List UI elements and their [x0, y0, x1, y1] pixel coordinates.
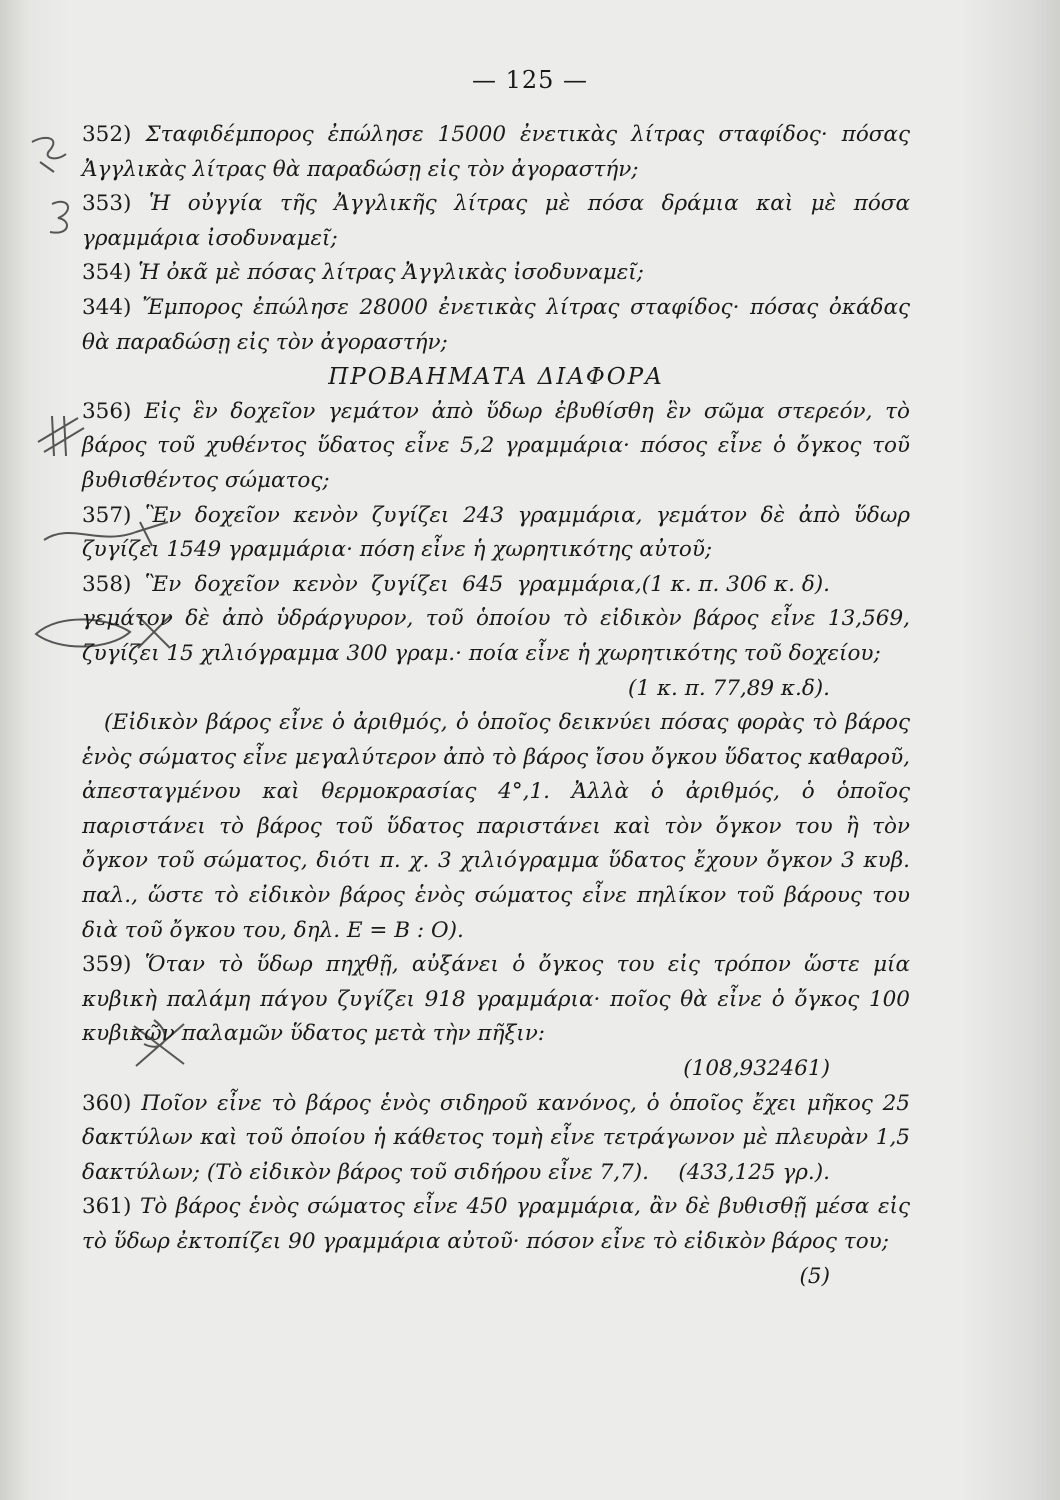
- problem-number: 360): [82, 1090, 132, 1116]
- page-number: — 125 —: [471, 66, 589, 94]
- problem-number: 353): [82, 191, 132, 217]
- problem-number: 356): [82, 398, 132, 424]
- problem-360: [82, 1087, 910, 1191]
- problem-356: [82, 395, 910, 499]
- section-heading: ΠΡΟΒΑΗΜΑΤΑ ΔΙΑΦΟΡΑ: [328, 364, 664, 391]
- problem-352: [82, 118, 910, 187]
- problem-text: Τὸ βάρος ἑνὸς σώματος εἶνε 450 γραμμάρια, ἂν δὲ βυθισθῇ μέσα εἰς τὸ ὕδωρ ἐκτοπίζει 90 γραμμάρια αὐτοῦ· πόσον εἶνε τὸ εἰδικὸν βάρος του;: [82, 1194, 910, 1254]
- problem-number: 358): [82, 571, 132, 597]
- problem-text: Ἡ ὀκᾶ μὲ πόσας λίτρας Ἀγγλικὰς ἰσοδυναμεῖ;: [138, 260, 644, 286]
- problem-answer: (5): [799, 1263, 830, 1289]
- problem-344: [82, 291, 910, 360]
- problem-text: Ὅταν τὸ ὕδωρ πηχθῇ, αὐξάνει ὁ ὄγκος του εἰς τρόπον ὥστε μία κυβικὴ παλάμη πάγου ζυγίζει 918 γραμμάρια· ποῖος θὰ εἶνε ὁ ὄγκος 100 κυβικῶν παλαμῶν ὕδατος μετὰ τὴν πῆξιν:: [82, 952, 910, 1047]
- problem-answer: (433,125 γρ.).: [678, 1159, 830, 1185]
- problem-number: 344): [82, 294, 132, 320]
- problem-answer: (1 κ. π. 77,89 κ.δ).: [628, 675, 830, 701]
- problem-list: [82, 118, 910, 1294]
- pencil-mark-icon: [26, 132, 86, 176]
- problem-text: Εἰς ἓν δοχεῖον γεμάτον ἀπὸ ὕδωρ ἐβυθίσθη ἓν σῶμα στερεόν, τὸ βάρος τοῦ χυθέντος ὕδατος εἶνε 5,2 γραμμάρια· πόσος εἶνε ὁ ὄγκος τοῦ βυθισθέντος σώματος;: [82, 398, 910, 493]
- problem-number: 359): [82, 952, 132, 978]
- problem-number: 361): [82, 1194, 132, 1220]
- problem-number: 357): [82, 502, 132, 528]
- problem-number: 352): [82, 122, 132, 147]
- problem-text: Ἓν δοχεῖον κενὸν ζυγίζει 243 γραμμάρια, γεμάτον δὲ ἀπὸ ὕδωρ ζυγίζει 1549 γραμμάρια· πόση εἶνε ἡ χωρητικότης αὐτοῦ;: [82, 502, 910, 563]
- problem-text: Σταφιδέμπορος ἐπώλησε 15000 ἐνετικὰς λίτρας σταφίδος· πόσας Ἀγγλικὰς λίτρας θὰ παραδώσῃ εἰς τὸν ἀγοραστήν;: [82, 122, 910, 182]
- problem-text: Ἓν δοχεῖον κενὸν ζυγίζει 645 γραμμάρια, γεμάτον δὲ ἀπὸ ὑδράργυρον, τοῦ ὁποίου τὸ εἰδικὸν βάρος εἶνε 13,569, ζυγίζει 15 χιλιόγραμμα 300 γραμ.· ποία εἶνε ἡ χωρητικότης τοῦ δοχείου;: [82, 571, 910, 666]
- problem-359: [82, 948, 910, 1086]
- problem-number: 354): [82, 260, 132, 286]
- problem-354: [82, 256, 910, 291]
- problem-353: [82, 187, 910, 256]
- specific-gravity-note: [82, 706, 910, 948]
- problem-text: Ἡ οὐγγία τῆς Ἀγγλικῆς λίτρας μὲ πόσα δράμια καὶ μὲ πόσα γραμμάρια ἰσοδυναμεῖ;: [82, 191, 910, 251]
- problem-text: Ἔμπορος ἐπώλησε 28000 ἐνετικὰς λίτρας σταφίδος· πόσας ὀκάδας θὰ παραδώσῃ εἰς τὸν ἀγοραστήν;: [82, 294, 911, 355]
- problem-answer: (108,932461): [683, 1056, 830, 1082]
- problem-361: [82, 1190, 910, 1289]
- problem-text: Ποῖον εἶνε τὸ βάρος ἑνὸς σιδηροῦ κανόνος, ὁ ὁποῖος ἔχει μῆκος 25 δακτύλων καὶ τοῦ ὁποίου ἡ κάθετος τομὴ εἶνε τετράγωνον μὲ πλευρὰν 1,5 δακτύλων; (Τὸ εἰδικὸν βάρος τοῦ σιδήρου εἶνε 7,7).: [82, 1090, 910, 1185]
- problem-answer: (1 κ. π. 306 κ. δ).: [641, 571, 830, 597]
- note-text: (Εἰδικὸν βάρος εἶνε ὁ ἀριθμός, ὁ ὁποῖος δεικνύει πόσας φορὰς τὸ βάρος ἑνὸς σώματος εἶνε μεγαλύτερον ἀπὸ τὸ βάρος ἴσου ὄγκου ὕδατος καθαροῦ, ἀπεσταγμένου καὶ θερμοκρασίας 4°,1. Ἀλλὰ ὁ ἀριθμός, ὁ ὁποῖος παριστάνει τὸ βάρος τοῦ ὕδατος παριστάνει καὶ τὸν ὄγκον του ἢ τὸν ὄγκον τοῦ σώματος, διότι π. χ. 3 χιλιόγραμμα ὕδατος ἔχουν ὄγκον 3 κυβ. παλ., ὥστε τὸ εἰδικὸν βάρος ἑνὸς σώματος εἶνε πηλίκον τοῦ βάρους του διὰ τοῦ ὄγκου του, δηλ. Ε = Β : Ο).: [82, 710, 910, 943]
